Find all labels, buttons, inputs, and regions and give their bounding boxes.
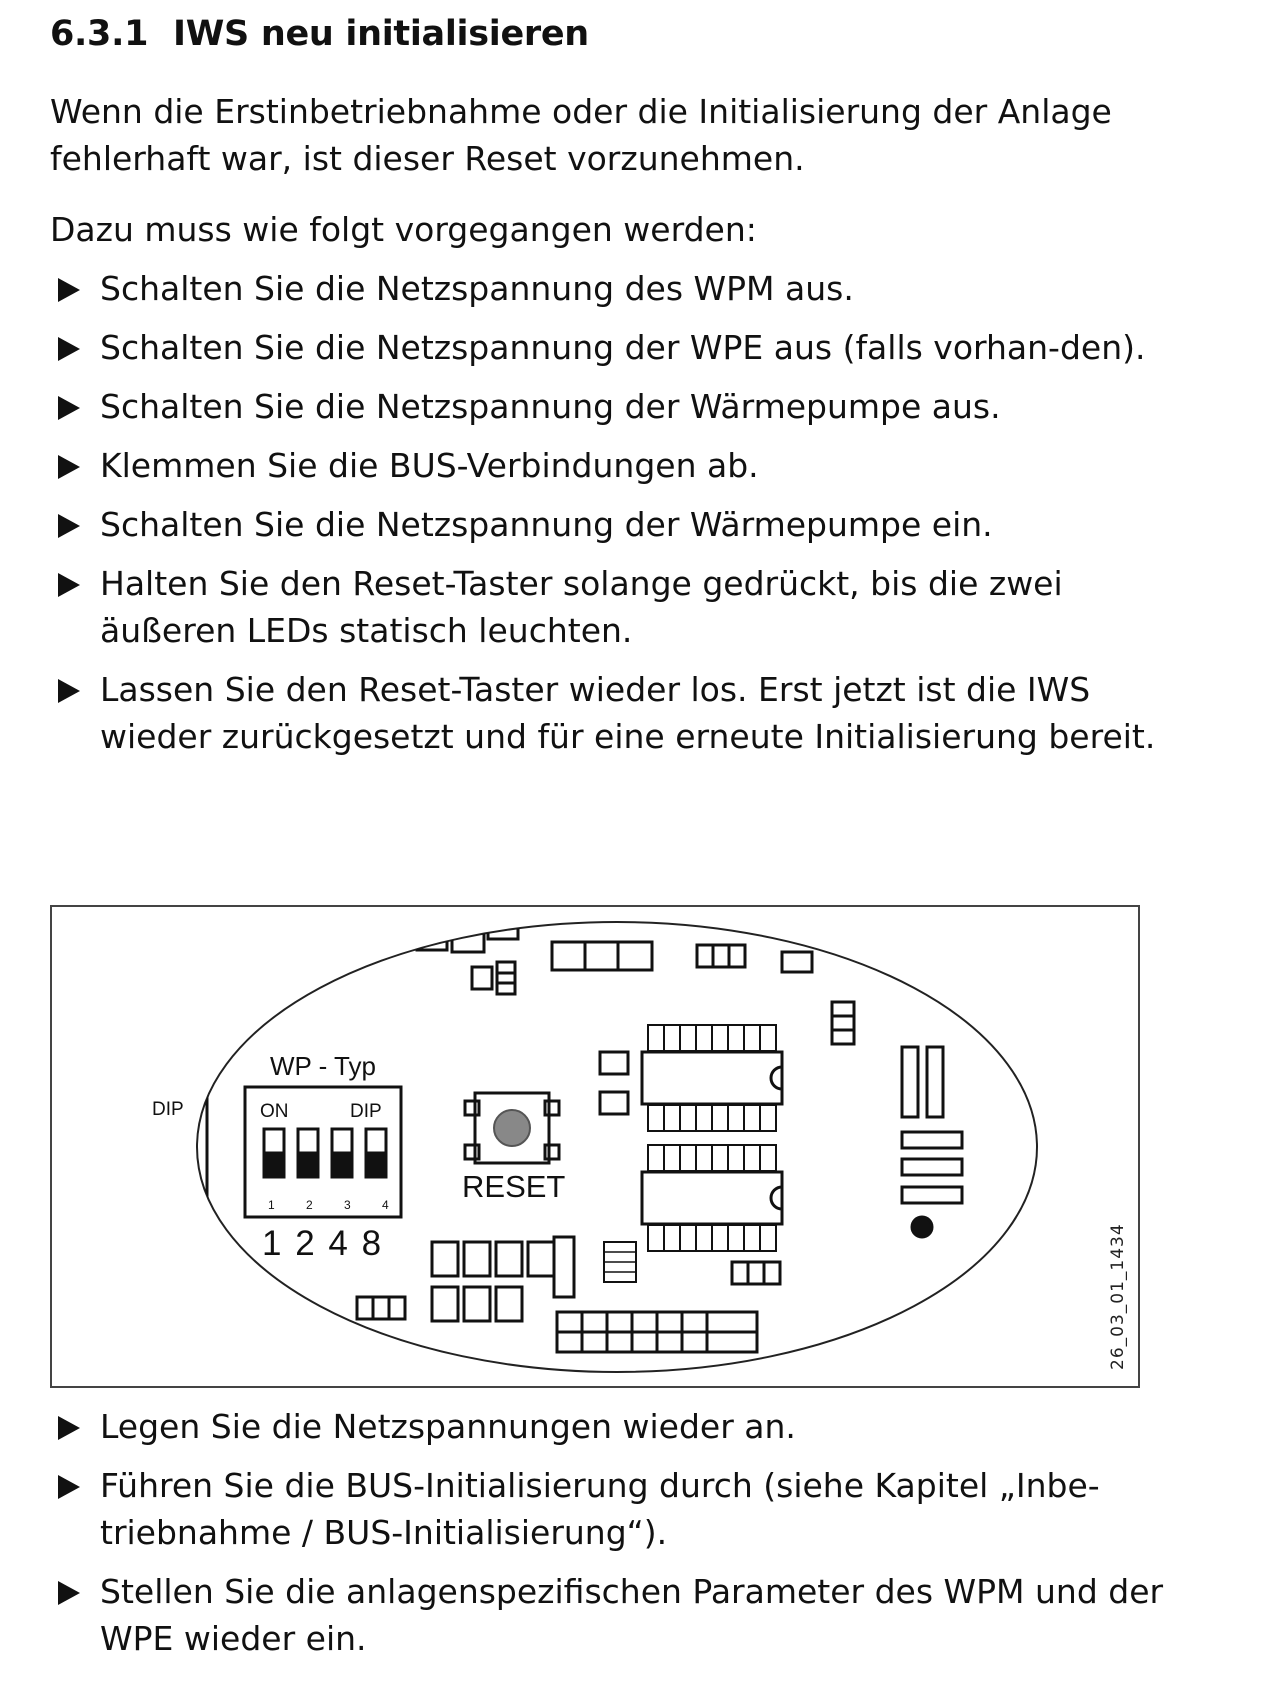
- bullet-triangle-icon: [58, 396, 80, 420]
- reset-label: RESET: [462, 1169, 566, 1204]
- list-item: Stellen Sie die anlagenspezifischen Parameter des WPM und der WPE wieder ein.: [52, 1568, 1180, 1662]
- bullet-triangle-icon: [58, 1416, 80, 1440]
- bullet-triangle-icon: [58, 573, 80, 597]
- bullet-triangle-icon: [58, 337, 80, 361]
- lead-paragraph: Dazu muss wie folgt vorgegangen werden:: [50, 210, 757, 249]
- bullet-triangle-icon: [58, 278, 80, 302]
- dip-left-label: DIP: [152, 1099, 184, 1120]
- circuit-board-illustration: [52, 907, 1138, 1386]
- intro-paragraph: Wenn die Erstinbetriebnahme oder die Initialisierung der Anlage fehlerhaft war, ist dieser Reset vorzunehmen.: [50, 92, 1112, 178]
- section-heading: [50, 14, 589, 54]
- bullet-triangle-icon: [58, 679, 80, 703]
- list-item: Führen Sie die BUS-Initialisierung durch (siehe Kapitel „Inbe-triebnahme / BUS-Initialisierung“).: [52, 1462, 1180, 1556]
- bullet-triangle-icon: [58, 514, 80, 538]
- list-item: Schalten Sie die Netzspannung der Wärmepumpe ein.: [52, 501, 1180, 548]
- list-item: Lassen Sie den Reset-Taster wieder los. Erst jetzt ist die IWS wieder zurückgesetzt und für eine erneute Initialisierung bereit.: [52, 666, 1180, 760]
- steps-before-list: [52, 265, 1180, 772]
- list-item: Schalten Sie die Netzspannung der Wärmepumpe aus.: [52, 383, 1180, 430]
- bullet-triangle-icon: [58, 455, 80, 479]
- switch-dip-label: DIP: [350, 1101, 382, 1122]
- figure-id: 26_03_01_1434: [1108, 1223, 1128, 1370]
- steps-after-list: [52, 1403, 1180, 1674]
- circuit-board-figure: [50, 905, 1140, 1388]
- list-item: Legen Sie die Netzspannungen wieder an.: [52, 1403, 1180, 1450]
- section-number: 6.3.1: [50, 14, 149, 54]
- switch-values: 1 2 4 8: [262, 1224, 384, 1263]
- section-title: IWS neu initialisieren: [173, 14, 589, 54]
- switch-numbers: 1 2 3 4: [268, 1198, 403, 1212]
- bullet-triangle-icon: [58, 1581, 80, 1605]
- list-item: Schalten Sie die Netzspannung der WPE aus (falls vorhan-den).: [52, 324, 1180, 371]
- list-item: Klemmen Sie die BUS-Verbindungen ab.: [52, 442, 1180, 489]
- list-item: Halten Sie den Reset-Taster solange gedrückt, bis die zwei äußeren LEDs statisch leuchten.: [52, 560, 1180, 654]
- list-item: Schalten Sie die Netzspannung des WPM aus.: [52, 265, 1180, 312]
- switch-on-label: ON: [260, 1101, 289, 1122]
- wp-typ-label: WP - Typ: [270, 1051, 376, 1081]
- bullet-triangle-icon: [58, 1475, 80, 1499]
